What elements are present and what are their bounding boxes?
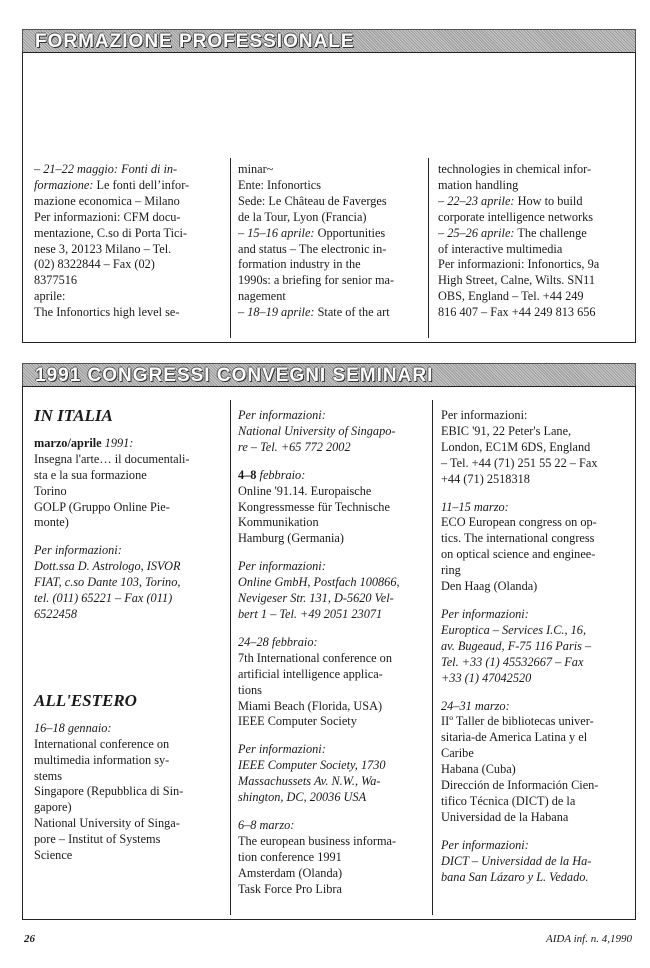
text-line: Europtica – Services I.C., 16,: [441, 622, 587, 637]
text-line: IEEE Computer Society: [238, 714, 357, 729]
text-line: mentazione, C.so di Porta Tici-: [34, 225, 188, 240]
text-line: High Street, Calne, Wilts. SN11: [438, 273, 595, 288]
text-line: mation handling: [438, 177, 519, 192]
text-line: Singapore (Repubblica di Sin-: [34, 784, 184, 799]
text-line: London, EC1M 6DS, England: [441, 439, 591, 454]
event-date: 6–8 marzo:: [238, 817, 295, 832]
text-line: pore – Institut of Systems: [34, 832, 161, 847]
text-line: nese 3, 20123 Milano – Tel.: [34, 241, 172, 256]
event-lines: [34, 737, 222, 864]
text-line: ring: [441, 563, 461, 578]
text-line: Online '91.14. Europaische: [238, 483, 372, 498]
text-line: multimedia information sy-: [34, 752, 170, 767]
text-line: formation industry in the: [238, 257, 361, 272]
congressi-col-1: [34, 408, 222, 864]
text-line: – 22–23 aprile: How to build: [438, 193, 583, 208]
congressi-col-3: [441, 408, 629, 885]
text-line: Caribe: [441, 746, 474, 761]
column-divider: [230, 400, 231, 915]
column-divider: [230, 158, 231, 338]
text-line: and status – The electronic in-: [238, 241, 387, 256]
text-line: Amsterdam (Olanda): [238, 865, 343, 880]
heading-in-italia: IN ITALIA: [34, 406, 113, 425]
text-line: technologies in chemical infor-: [438, 162, 592, 176]
contact-info: [441, 623, 629, 687]
text-line: – 18–19 aprile: State of the art: [238, 305, 390, 320]
section-title: 1991 CONGRESSI CONVEGNI SEMINARI: [35, 365, 434, 386]
text-line: Den Haag (Olanda): [441, 579, 538, 594]
event-lines: [238, 834, 424, 898]
text-line: FIAT, c.so Dante 103, Torino,: [34, 575, 181, 590]
text-line: nagement: [238, 289, 286, 304]
formazione-col-3: [438, 162, 626, 321]
text-line: tel. (011) 65221 – Fax (011): [34, 591, 173, 606]
event-date: 24–31 marzo:: [441, 698, 510, 713]
per-informazioni-label: Per informazioni:: [238, 408, 326, 422]
text-line: tion conference 1991: [238, 849, 342, 864]
text-line: DICT – Universidad de la Ha-: [441, 853, 592, 868]
section-banner-formazione: [22, 29, 636, 53]
text-line: National University of Singa-: [34, 816, 180, 831]
formazione-col-2: [238, 162, 420, 321]
text-line: IIº Taller de bibliotecas univer-: [441, 714, 594, 729]
text-line: National University of Singapo-: [238, 423, 396, 438]
contact-info: [441, 854, 629, 886]
text-line: corporate intelligence networks: [438, 209, 594, 224]
text-line: Universidad de la Habana: [441, 809, 569, 824]
text-line: on optical science and enginee-: [441, 547, 596, 562]
text-line: Kommunikation: [238, 515, 319, 530]
text-line: tions: [238, 682, 262, 697]
event-date: 4–8 febbraio:: [238, 467, 306, 482]
text-line: The Infonortics high level se-: [34, 305, 180, 320]
text-line: Habana (Cuba): [441, 762, 516, 777]
text-line: (02) 8322844 – Fax (02): [34, 257, 155, 272]
page-number: 26: [24, 933, 35, 945]
text-line: Insegna l'arte… il documentali-: [34, 451, 190, 466]
text-line: Per informazioni: CFM docu-: [34, 209, 181, 224]
text-line: tics. The international congress: [441, 531, 595, 546]
text-line: Ente: Infonortics: [238, 177, 321, 192]
text-line: – Tel. +44 (71) 251 55 22 – Fax: [441, 455, 598, 470]
event-date: 16–18 gennaio:: [34, 720, 112, 735]
text-line: Kongressmesse für Technische: [238, 499, 390, 514]
text-line: OBS, England – Tel. +44 249: [438, 289, 584, 304]
text-line: mazione economica – Milano: [34, 193, 180, 208]
text-line: artificial intelligence applica-: [238, 666, 383, 681]
column-divider: [432, 400, 433, 915]
text-line: ECO European congress on op-: [441, 515, 597, 530]
text-line: bana San Lázaro y L. Vedado.: [441, 869, 589, 884]
text-line: Sede: Le Château de Faverges: [238, 193, 387, 208]
text-line: Torino: [34, 483, 67, 498]
text-line: de la Tour, Lyon (Francia): [238, 209, 367, 224]
per-informazioni-label: Per informazioni:: [34, 543, 122, 558]
formazione-col-1: [34, 162, 220, 321]
heading-all-estero: ALL'ESTERO: [34, 690, 137, 710]
event-lines: [441, 714, 629, 825]
text-line: sta e la sua formazione: [34, 467, 147, 482]
text-line: tifico Técnica (DICT) de la: [441, 793, 576, 808]
text-line: – 21–22 maggio: Fonti di in-: [34, 162, 178, 176]
contact-info: [441, 424, 629, 488]
text-line: Online GmbH, Postfach 100866,: [238, 575, 400, 590]
per-informazioni-label: Per informazioni:: [441, 606, 529, 621]
text-line: Dirección de Información Cien-: [441, 778, 599, 793]
text-line: +33 (1) 47042520: [441, 670, 532, 685]
text-line: 6522458: [34, 606, 78, 621]
event-lines: [34, 452, 222, 532]
event-lines: [441, 515, 629, 595]
text-line: sitaria-de America Latina y el: [441, 730, 588, 745]
event-lines: [238, 484, 424, 548]
per-informazioni-label: Per informazioni:: [441, 408, 528, 422]
journal-reference: AIDA inf. n. 4,1990: [546, 933, 632, 945]
text-line: 816 407 – Fax +44 249 813 656: [438, 305, 596, 320]
contact-info: [238, 424, 424, 456]
text-line: Miami Beach (Florida, USA): [238, 698, 383, 713]
text-line: formazione: Le fonti dell’infor-: [34, 177, 190, 192]
text-line: stems: [34, 768, 63, 783]
text-line: Per informazioni: Infonortics, 9a: [438, 257, 600, 272]
text-line: Nevigeser Str. 131, D-5620 Vel-: [238, 591, 394, 606]
event-date: 11–15 marzo:: [441, 499, 509, 514]
text-line: The european business informa-: [238, 833, 397, 848]
per-informazioni-label: Per informazioni:: [441, 837, 529, 852]
text-line: shington, DC, 20036 USA: [238, 790, 367, 805]
text-line: Hamburg (Germania): [238, 531, 344, 546]
event-date: marzo/aprile 1991:: [34, 435, 134, 450]
column-divider: [428, 158, 429, 338]
per-informazioni-label: Per informazioni:: [238, 559, 326, 574]
text-line: – 15–16 aprile: Opportunities: [238, 225, 386, 240]
text-line: International conference on: [34, 736, 170, 751]
text-line: av. Bugeaud, F-75 116 Paris –: [441, 638, 592, 653]
text-line: of interactive multimedia: [438, 241, 563, 256]
text-line: +44 (71) 2518318: [441, 471, 530, 486]
text-line: Tel. +33 (1) 45532667 – Fax: [441, 654, 584, 669]
text-line: re – Tel. +65 772 2002: [238, 439, 351, 454]
text-line: – 25–26 aprile: The challenge: [438, 225, 587, 240]
text-line: IEEE Computer Society, 1730: [238, 758, 386, 773]
text-line: GOLP (Gruppo Online Pie-: [34, 499, 170, 514]
contact-info: [34, 559, 222, 623]
event-lines: [238, 651, 424, 731]
text-line: gapore): [34, 800, 72, 815]
text-line: bert 1 – Tel. +49 2051 23071: [238, 606, 383, 621]
text-line: Task Force Pro Libra: [238, 881, 342, 896]
contact-info: [238, 758, 424, 806]
per-informazioni-label: Per informazioni:: [238, 742, 326, 757]
text-line: aprile:: [34, 289, 66, 304]
text-line: monte): [34, 515, 69, 530]
event-date: 24–28 febbraio:: [238, 634, 318, 649]
text-line: EBIC '91, 22 Peter's Lane,: [441, 423, 572, 438]
section-banner-congressi: [22, 363, 636, 387]
section-title: FORMAZIONE PROFESSIONALE: [35, 31, 355, 52]
text-line: Dott.ssa D. Astrologo, ISVOR: [34, 559, 181, 574]
text-line: 8377516: [34, 273, 78, 288]
text-line: Science: [34, 848, 73, 863]
text-line: 7th International conference on: [238, 650, 392, 665]
text-line: minar~: [238, 162, 274, 176]
contact-info: [238, 575, 424, 623]
text-line: 1990s: a briefing for senior ma-: [238, 273, 395, 288]
text-line: Massachussets Av. N.W., Wa-: [238, 774, 381, 789]
congressi-col-2: [238, 408, 424, 897]
